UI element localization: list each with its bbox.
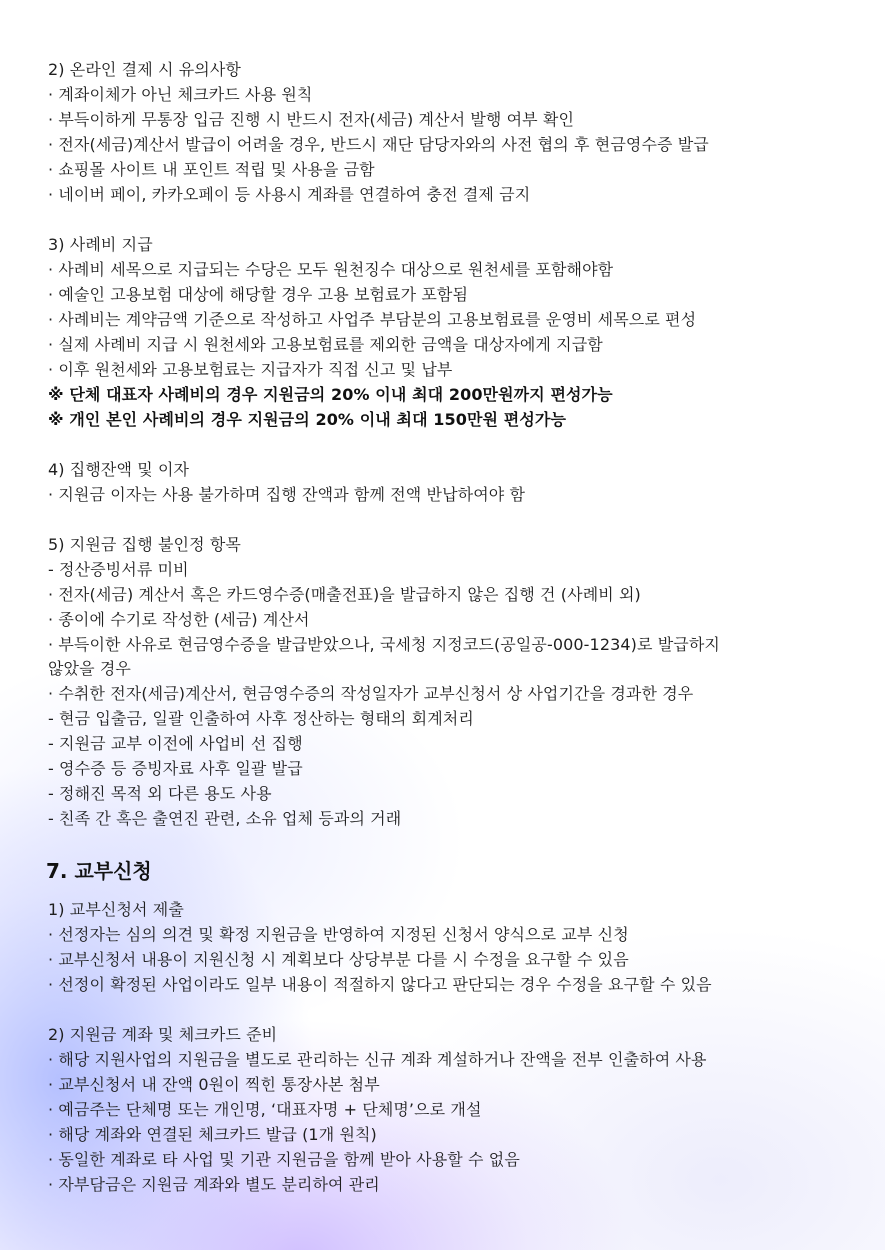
section-heading-balance-interest: 4) 집행잔액 및 이자: [48, 460, 190, 479]
list-item: · 실제 사례비 지급 시 원천세와 고용보험료를 제외한 금액을 대상자에게 지급함: [48, 335, 603, 354]
list-item: - 친족 간 혹은 출연진 관련, 소유 업체 등과의 거래: [48, 809, 402, 828]
list-item: · 선정이 확정된 사업이라도 일부 내용이 적절하지 않다고 판단되는 경우 수정을 요구할 수 있음: [48, 975, 712, 994]
list-item: · 수취한 전자(세금)계산서, 현금영수증의 작성일자가 교부신청서 상 사업기간을 경과한 경우: [48, 684, 694, 703]
list-item: · 전자(세금) 계산서 혹은 카드영수증(매출전표)을 발급하지 않은 집행 건 (사례비 외): [48, 585, 641, 604]
list-item: · 예술인 고용보험 대상에 해당할 경우 고용 보험료가 포함됨: [48, 285, 469, 304]
section-heading-honorarium: 3) 사례비 지급: [48, 235, 153, 254]
list-item: · 네이버 페이, 카카오페이 등 사용시 계좌를 연결하여 충전 결제 금지: [48, 185, 531, 204]
list-item: - 지원금 교부 이전에 사업비 선 집행: [48, 734, 303, 753]
list-item: · 부득이한 사유로 현금영수증을 발급받았으나, 국세청 지정코드(공일공-000-1234)로 발급하지: [48, 635, 720, 654]
list-item: · 사례비 세목으로 지급되는 수당은 모두 원천징수 대상으로 원천세를 포함해야함: [48, 260, 614, 279]
note-individual: ※ 개인 본인 사례비의 경우 지원금의 20% 이내 최대 150만원 편성가능: [48, 410, 566, 429]
list-item: · 해당 지원사업의 지원금을 별도로 관리하는 신규 계좌 계설하거나 잔액을 전부 인출하여 사용: [48, 1050, 707, 1069]
list-item: · 사례비는 계약금액 기준으로 작성하고 사업주 부담분의 고용보험료를 운영비 세목으로 편성: [48, 310, 697, 329]
list-item: - 영수증 등 증빙자료 사후 일괄 발급: [48, 759, 303, 778]
list-item: · 교부신청서 내용이 지원신청 시 계획보다 상당부분 다를 시 수정을 요구할 수 있음: [48, 950, 629, 969]
section-heading-account-card: 2) 지원금 계좌 및 체크카드 준비: [48, 1025, 278, 1044]
section-heading-disallowed-items: 5) 지원금 집행 불인정 항목: [48, 535, 241, 554]
list-item: · 교부신청서 내 잔액 0원이 찍힌 통장사본 첨부: [48, 1075, 380, 1094]
list-item: · 예금주는 단체명 또는 개인명, ‘대표자명 + 단체명’으로 개설: [48, 1100, 482, 1119]
note-group-representative: ※ 단체 대표자 사례비의 경우 지원금의 20% 이내 최대 200만원까지 편성가능: [48, 385, 613, 404]
list-item-continuation: 않았을 경우: [48, 659, 131, 678]
list-item: · 이후 원천세와 고용보험료는 지급자가 직접 신고 및 납부: [48, 360, 453, 379]
list-item: · 동일한 계좌로 타 사업 및 기관 지원금을 함께 받아 사용할 수 없음: [48, 1150, 520, 1169]
list-item: · 부득이하게 무통장 입금 진행 시 반드시 전자(세금) 계산서 발행 여부 확인: [48, 110, 575, 129]
list-item: - 정해진 목적 외 다른 용도 사용: [48, 784, 272, 803]
list-item: · 계좌이체가 아닌 체크카드 사용 원칙: [48, 85, 313, 104]
list-item: · 지원금 이자는 사용 불가하며 집행 잔액과 함께 전액 반납하여야 함: [48, 485, 526, 504]
list-item: - 정산증빙서류 미비: [48, 560, 189, 579]
list-item: · 종이에 수기로 작성한 (세금) 계산서: [48, 610, 310, 629]
section-heading-application-submit: 1) 교부신청서 제출: [48, 900, 184, 919]
list-item: · 선정자는 심의 의견 및 확정 지원금을 반영하여 지정된 신청서 양식으로 교부 신청: [48, 925, 629, 944]
list-item: - 현금 입출금, 일괄 인출하여 사후 정산하는 형태의 회계처리: [48, 709, 474, 728]
list-item: · 전자(세금)계산서 발급이 어려울 경우, 반드시 재단 담당자와의 사전 협의 후 현금영수증 발급: [48, 135, 709, 154]
list-item: · 자부담금은 지원금 계좌와 별도 분리하여 관리: [48, 1175, 380, 1194]
chapter-title: 7. 교부신청: [46, 859, 152, 883]
section-heading-online-payment: 2) 온라인 결제 시 유의사항: [48, 60, 241, 79]
list-item: · 해당 계좌와 연결된 체크카드 발급 (1개 원칙): [48, 1125, 377, 1144]
list-item: · 쇼핑몰 사이트 내 포인트 적립 및 사용을 금함: [48, 160, 375, 179]
